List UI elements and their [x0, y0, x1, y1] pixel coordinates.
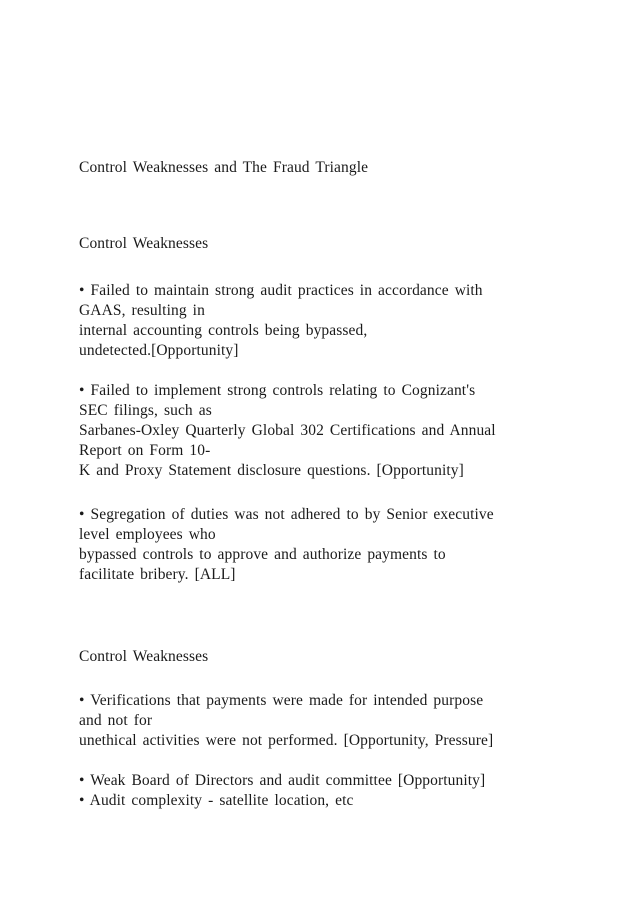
bullet-line: undetected.[Opportunity] [79, 342, 239, 359]
bullet-line: • Weak Board of Directors and audit committee [Opportunity] [79, 772, 486, 789]
bullet-line: bypassed controls to approve and authorize payments to [79, 546, 446, 563]
bullet-line: • Verifications that payments were made for intended purpose [79, 692, 484, 709]
section-heading: Control Weaknesses [79, 235, 209, 252]
bullet-line: • Failed to maintain strong audit practices in accordance with [79, 282, 483, 299]
bullet-line: SEC filings, such as [79, 402, 212, 419]
bullet-line: level employees who [79, 526, 216, 543]
bullet-line: • Segregation of duties was not adhered to by Senior executive [79, 506, 494, 523]
bullet-line: and not for [79, 712, 153, 729]
bullet-line: • Failed to implement strong controls relating to Cognizant's [79, 382, 476, 399]
bullet-line: unethical activities were not performed. [Opportunity, Pressure] [79, 732, 494, 749]
bullet-line: • Audit complexity - satellite location, etc [79, 792, 354, 809]
bullet-line: GAAS, resulting in [79, 302, 205, 319]
bullet-line: Report on Form 10- [79, 442, 211, 459]
bullet-line: Sarbanes-Oxley Quarterly Global 302 Certifications and Annual [79, 422, 496, 439]
bullet-line: K and Proxy Statement disclosure questions. [Opportunity] [79, 462, 464, 479]
bullet-line: internal accounting controls being bypassed, [79, 322, 368, 339]
bullet-line: facilitate bribery. [ALL] [79, 566, 236, 583]
document-title: Control Weaknesses and The Fraud Triangle [79, 159, 369, 176]
section-heading: Control Weaknesses [79, 648, 209, 665]
